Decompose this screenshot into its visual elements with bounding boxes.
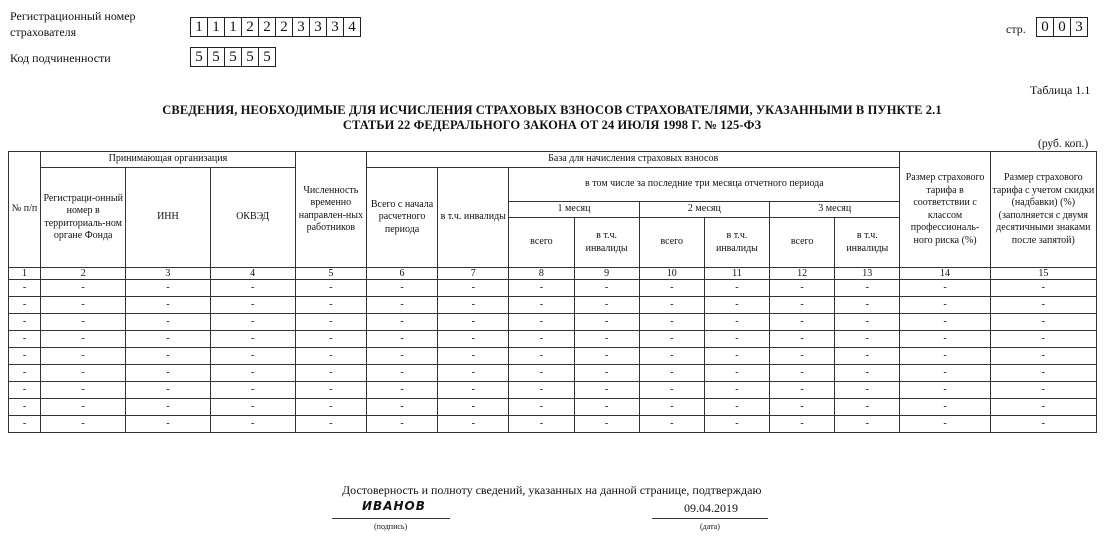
column-number: 2 bbox=[41, 268, 126, 280]
table-cell[interactable]: - bbox=[41, 297, 126, 314]
table-cell[interactable]: - bbox=[41, 382, 126, 399]
table-cell[interactable]: - bbox=[295, 416, 366, 433]
table-cell[interactable]: - bbox=[9, 297, 41, 314]
table-cell[interactable]: - bbox=[574, 331, 639, 348]
reg-number-digit: 4 bbox=[343, 17, 361, 37]
table-cell[interactable]: - bbox=[126, 382, 210, 399]
table-cell[interactable]: - bbox=[835, 314, 900, 331]
table-cell[interactable]: - bbox=[990, 297, 1096, 314]
table-cell[interactable]: - bbox=[126, 314, 210, 331]
table-cell[interactable]: - bbox=[509, 314, 574, 331]
table-row bbox=[9, 314, 1097, 331]
table-cell[interactable]: - bbox=[639, 314, 704, 331]
table-cell[interactable]: - bbox=[639, 280, 704, 297]
date-line bbox=[652, 518, 768, 519]
table-cell[interactable]: - bbox=[438, 314, 509, 331]
table-cell[interactable]: - bbox=[574, 399, 639, 416]
table-cell[interactable]: - bbox=[770, 365, 835, 382]
reg-number-digit: 2 bbox=[241, 17, 259, 37]
table-cell[interactable]: - bbox=[9, 382, 41, 399]
units-label: (руб. коп.) bbox=[1038, 138, 1089, 150]
table-cell[interactable]: - bbox=[704, 297, 769, 314]
table-cell[interactable]: - bbox=[438, 348, 509, 365]
table-cell[interactable]: - bbox=[574, 416, 639, 433]
col-header-reg-num-fund: Регистраци-онный номер в территориаль-ном органе Фонда bbox=[41, 168, 126, 268]
table-cell[interactable]: - bbox=[210, 365, 295, 382]
table-cell[interactable]: - bbox=[438, 280, 509, 297]
table-cell[interactable]: - bbox=[295, 331, 366, 348]
table-cell[interactable]: - bbox=[574, 365, 639, 382]
table-cell[interactable]: - bbox=[9, 348, 41, 365]
table-cell[interactable]: - bbox=[295, 314, 366, 331]
col-header-num: № п/п bbox=[9, 152, 41, 268]
table-cell[interactable]: - bbox=[41, 416, 126, 433]
reg-number-label-line2: страхователя bbox=[10, 25, 77, 39]
date-caption: (дата) bbox=[700, 522, 720, 531]
reg-number-digit: 3 bbox=[292, 17, 310, 37]
reg-number-digit: 2 bbox=[275, 17, 293, 37]
table-cell[interactable]: - bbox=[126, 348, 210, 365]
table-cell[interactable]: - bbox=[704, 280, 769, 297]
form-title-line1: СВЕДЕНИЯ, НЕОБХОДИМЫЕ ДЛЯ ИСЧИСЛЕНИЯ СТРАХОВЫХ ВЗНОСОВ СТРАХОВАТЕЛЯМИ, УКАЗАННЫМИ В ПУНКТЕ 2.1 bbox=[162, 103, 942, 117]
col-header-month2: 2 месяц bbox=[639, 202, 769, 218]
table-cell[interactable]: - bbox=[366, 314, 437, 331]
table-row bbox=[9, 348, 1097, 365]
table-cell[interactable]: - bbox=[990, 416, 1096, 433]
table-cell[interactable]: - bbox=[295, 365, 366, 382]
sub-code-digit: 5 bbox=[207, 47, 225, 67]
table-cell[interactable]: - bbox=[9, 314, 41, 331]
table-cell[interactable]: - bbox=[41, 314, 126, 331]
table-cell[interactable]: - bbox=[509, 297, 574, 314]
table-cell[interactable]: - bbox=[509, 365, 574, 382]
table-cell[interactable]: - bbox=[900, 399, 990, 416]
table-cell[interactable]: - bbox=[990, 348, 1096, 365]
table-cell[interactable]: - bbox=[574, 348, 639, 365]
col-header-workers: Численность временно направлен-ных работников bbox=[295, 152, 366, 268]
table-cell[interactable]: - bbox=[704, 399, 769, 416]
table-cell[interactable]: - bbox=[438, 297, 509, 314]
column-number: 7 bbox=[438, 268, 509, 280]
table-row bbox=[9, 331, 1097, 348]
table-cell[interactable]: - bbox=[770, 280, 835, 297]
table-cell[interactable]: - bbox=[835, 399, 900, 416]
col-header-m2-disabled: в т.ч. инвалиды bbox=[704, 218, 769, 268]
col-header-last-three-months: в том числе за последние три месяца отчетного периода bbox=[509, 168, 900, 202]
table-cell[interactable]: - bbox=[9, 365, 41, 382]
reg-number-digit: 3 bbox=[326, 17, 344, 37]
table-cell[interactable]: - bbox=[704, 382, 769, 399]
reg-number-digit: 3 bbox=[309, 17, 327, 37]
table-cell[interactable]: - bbox=[574, 314, 639, 331]
table-cell[interactable]: - bbox=[900, 331, 990, 348]
table-cell[interactable]: - bbox=[770, 314, 835, 331]
table-cell[interactable]: - bbox=[366, 382, 437, 399]
signature-line bbox=[332, 518, 450, 519]
sub-code-digit: 5 bbox=[241, 47, 259, 67]
table-cell[interactable]: - bbox=[704, 416, 769, 433]
table-cell[interactable]: - bbox=[900, 297, 990, 314]
form-title-line2: СТАТЬИ 22 ФЕДЕРАЛЬНОГО ЗАКОНА ОТ 24 ИЮЛЯ 1998 Г. № 125-ФЗ bbox=[342, 118, 762, 132]
table-cell[interactable]: - bbox=[9, 331, 41, 348]
table-cell[interactable]: - bbox=[126, 365, 210, 382]
table-cell[interactable]: - bbox=[41, 365, 126, 382]
table-cell[interactable]: - bbox=[41, 331, 126, 348]
table-cell[interactable]: - bbox=[900, 348, 990, 365]
column-number: 10 bbox=[639, 268, 704, 280]
table-cell[interactable]: - bbox=[126, 297, 210, 314]
table-cell[interactable]: - bbox=[366, 348, 437, 365]
column-number: 5 bbox=[295, 268, 366, 280]
signature-caption: (подпись) bbox=[374, 522, 408, 531]
column-number: 4 bbox=[210, 268, 295, 280]
col-header-base-group: База для начисления страховых взносов bbox=[366, 152, 899, 168]
table-row bbox=[9, 416, 1097, 433]
col-header-m2-total: всего bbox=[639, 218, 704, 268]
table-cell[interactable]: - bbox=[438, 382, 509, 399]
reg-number-field[interactable] bbox=[190, 17, 361, 37]
column-number: 13 bbox=[835, 268, 900, 280]
table-cell[interactable]: - bbox=[770, 297, 835, 314]
table-cell[interactable]: - bbox=[639, 348, 704, 365]
table-cell[interactable]: - bbox=[366, 399, 437, 416]
table-cell[interactable]: - bbox=[900, 280, 990, 297]
table-cell[interactable]: - bbox=[210, 348, 295, 365]
table-cell[interactable]: - bbox=[509, 348, 574, 365]
page-number-digit: 0 bbox=[1053, 17, 1071, 37]
column-number: 12 bbox=[770, 268, 835, 280]
table-cell[interactable]: - bbox=[835, 331, 900, 348]
col-header-m1-total: всего bbox=[509, 218, 574, 268]
table-cell[interactable]: - bbox=[990, 365, 1096, 382]
table-cell[interactable]: - bbox=[509, 399, 574, 416]
table-cell[interactable]: - bbox=[295, 399, 366, 416]
table-row bbox=[9, 297, 1097, 314]
col-header-month1: 1 месяц bbox=[509, 202, 639, 218]
table-cell[interactable]: - bbox=[509, 280, 574, 297]
table-cell[interactable]: - bbox=[639, 416, 704, 433]
table-cell[interactable]: - bbox=[210, 314, 295, 331]
table-cell[interactable]: - bbox=[295, 280, 366, 297]
sub-code-digit: 5 bbox=[258, 47, 276, 67]
sub-code-label: Код подчиненности bbox=[10, 51, 111, 65]
reg-number-digit: 1 bbox=[224, 17, 242, 37]
table-cell[interactable]: - bbox=[438, 399, 509, 416]
table-cell[interactable]: - bbox=[574, 382, 639, 399]
table-cell[interactable]: - bbox=[366, 365, 437, 382]
col-header-m3-total: всего bbox=[770, 218, 835, 268]
page-number-field[interactable] bbox=[1036, 17, 1088, 37]
table-cell[interactable]: - bbox=[295, 382, 366, 399]
table-cell[interactable]: - bbox=[990, 280, 1096, 297]
page-number-digit: 3 bbox=[1070, 17, 1088, 37]
table-cell[interactable]: - bbox=[770, 348, 835, 365]
col-header-tariff-discount: Размер страхового тарифа с учетом скидки (надбавки) (%) (заполняется с двумя десятичными знаками после запятой) bbox=[990, 152, 1096, 268]
table-cell[interactable]: - bbox=[210, 280, 295, 297]
table-cell[interactable]: - bbox=[990, 331, 1096, 348]
sub-code-digit: 5 bbox=[190, 47, 208, 67]
table-cell[interactable]: - bbox=[639, 399, 704, 416]
table-cell[interactable]: - bbox=[900, 382, 990, 399]
table-cell[interactable]: - bbox=[41, 280, 126, 297]
table-cell[interactable]: - bbox=[704, 365, 769, 382]
table-cell[interactable]: - bbox=[770, 416, 835, 433]
reg-number-label-line1: Регистрационный номер bbox=[10, 9, 136, 23]
table-cell[interactable]: - bbox=[295, 297, 366, 314]
col-header-tariff: Размер страхового тарифа в соответствии с классом профессиональ-ного риска (%) bbox=[900, 152, 990, 268]
table-cell[interactable]: - bbox=[639, 331, 704, 348]
table-cell[interactable]: - bbox=[438, 365, 509, 382]
column-number: 1 bbox=[9, 268, 41, 280]
column-number: 11 bbox=[704, 268, 769, 280]
table-cell[interactable]: - bbox=[704, 314, 769, 331]
table-cell[interactable]: - bbox=[126, 416, 210, 433]
table-cell[interactable]: - bbox=[835, 348, 900, 365]
table-cell[interactable]: - bbox=[835, 382, 900, 399]
table-cell[interactable]: - bbox=[210, 331, 295, 348]
table-cell[interactable]: - bbox=[835, 280, 900, 297]
page-number-digit: 0 bbox=[1036, 17, 1054, 37]
table-cell[interactable]: - bbox=[366, 331, 437, 348]
col-header-month3: 3 месяц bbox=[770, 202, 900, 218]
table-cell[interactable]: - bbox=[835, 297, 900, 314]
table-cell[interactable]: - bbox=[639, 382, 704, 399]
table-cell[interactable]: - bbox=[574, 280, 639, 297]
table-cell[interactable]: - bbox=[210, 382, 295, 399]
table-cell[interactable]: - bbox=[210, 297, 295, 314]
column-number: 3 bbox=[126, 268, 210, 280]
table-cell[interactable]: - bbox=[835, 365, 900, 382]
reg-number-digit: 1 bbox=[190, 17, 208, 37]
table-cell[interactable]: - bbox=[126, 280, 210, 297]
table-cell[interactable]: - bbox=[438, 331, 509, 348]
table-cell[interactable]: - bbox=[770, 399, 835, 416]
sub-code-field[interactable] bbox=[190, 47, 276, 67]
table-cell[interactable]: - bbox=[704, 348, 769, 365]
column-number: 8 bbox=[509, 268, 574, 280]
col-header-okved: ОКВЭД bbox=[210, 168, 295, 268]
col-header-org-group: Принимающая организация bbox=[41, 152, 296, 168]
table-row bbox=[9, 399, 1097, 416]
table-cell[interactable]: - bbox=[126, 331, 210, 348]
table-cell[interactable]: - bbox=[990, 399, 1096, 416]
table-cell[interactable]: - bbox=[990, 314, 1096, 331]
table-cell[interactable]: - bbox=[509, 416, 574, 433]
reg-number-label bbox=[10, 8, 136, 40]
table-cell[interactable]: - bbox=[210, 416, 295, 433]
confirm-text: Достоверность и полноту сведений, указанных на данной странице, подтверждаю bbox=[342, 483, 762, 497]
col-header-inn: ИНН bbox=[126, 168, 210, 268]
col-header-m3-disabled: в т.ч. инвалиды bbox=[835, 218, 900, 268]
table-row bbox=[9, 365, 1097, 382]
column-number: 15 bbox=[990, 268, 1096, 280]
table-cell[interactable]: - bbox=[704, 331, 769, 348]
table-cell[interactable]: - bbox=[990, 382, 1096, 399]
table-cell[interactable]: - bbox=[366, 297, 437, 314]
table-cell[interactable]: - bbox=[438, 416, 509, 433]
column-number: 9 bbox=[574, 268, 639, 280]
page-label: стр. bbox=[1006, 22, 1026, 36]
table-cell[interactable]: - bbox=[126, 399, 210, 416]
table-cell[interactable]: - bbox=[639, 297, 704, 314]
data-table bbox=[8, 151, 1097, 433]
table-cell[interactable]: - bbox=[366, 280, 437, 297]
table-row bbox=[9, 382, 1097, 399]
column-number: 6 bbox=[366, 268, 437, 280]
table-cell[interactable]: - bbox=[41, 348, 126, 365]
table-cell[interactable]: - bbox=[639, 365, 704, 382]
col-header-total-from-start: Всего с начала расчетного периода bbox=[366, 168, 437, 268]
col-header-incl-disabled: в т.ч. инвалиды bbox=[438, 168, 509, 268]
reg-number-digit: 2 bbox=[258, 17, 276, 37]
table-cell[interactable]: - bbox=[900, 365, 990, 382]
table-cell[interactable]: - bbox=[9, 399, 41, 416]
table-cell[interactable]: - bbox=[366, 416, 437, 433]
table-cell[interactable]: - bbox=[295, 348, 366, 365]
sub-code-digit: 5 bbox=[224, 47, 242, 67]
table-cell[interactable]: - bbox=[574, 297, 639, 314]
col-header-m1-disabled: в т.ч. инвалиды bbox=[574, 218, 639, 268]
table-cell[interactable]: - bbox=[210, 399, 295, 416]
table-cell[interactable]: - bbox=[509, 382, 574, 399]
table-cell[interactable]: - bbox=[41, 399, 126, 416]
table-cell[interactable]: - bbox=[9, 280, 41, 297]
reg-number-digit: 1 bbox=[207, 17, 225, 37]
date-value[interactable]: 09.04.2019 bbox=[684, 501, 738, 515]
table-cell[interactable]: - bbox=[900, 416, 990, 433]
table-row bbox=[9, 280, 1097, 297]
table-ref: Таблица 1.1 bbox=[1030, 83, 1091, 97]
table-cell[interactable]: - bbox=[770, 331, 835, 348]
table-cell[interactable]: - bbox=[900, 314, 990, 331]
table-cell[interactable]: - bbox=[509, 331, 574, 348]
table-cell[interactable]: - bbox=[770, 382, 835, 399]
table-cell[interactable]: - bbox=[835, 416, 900, 433]
column-number: 14 bbox=[900, 268, 990, 280]
table-cell[interactable]: - bbox=[9, 416, 41, 433]
signature-value[interactable]: ИВАНОВ bbox=[362, 499, 426, 513]
